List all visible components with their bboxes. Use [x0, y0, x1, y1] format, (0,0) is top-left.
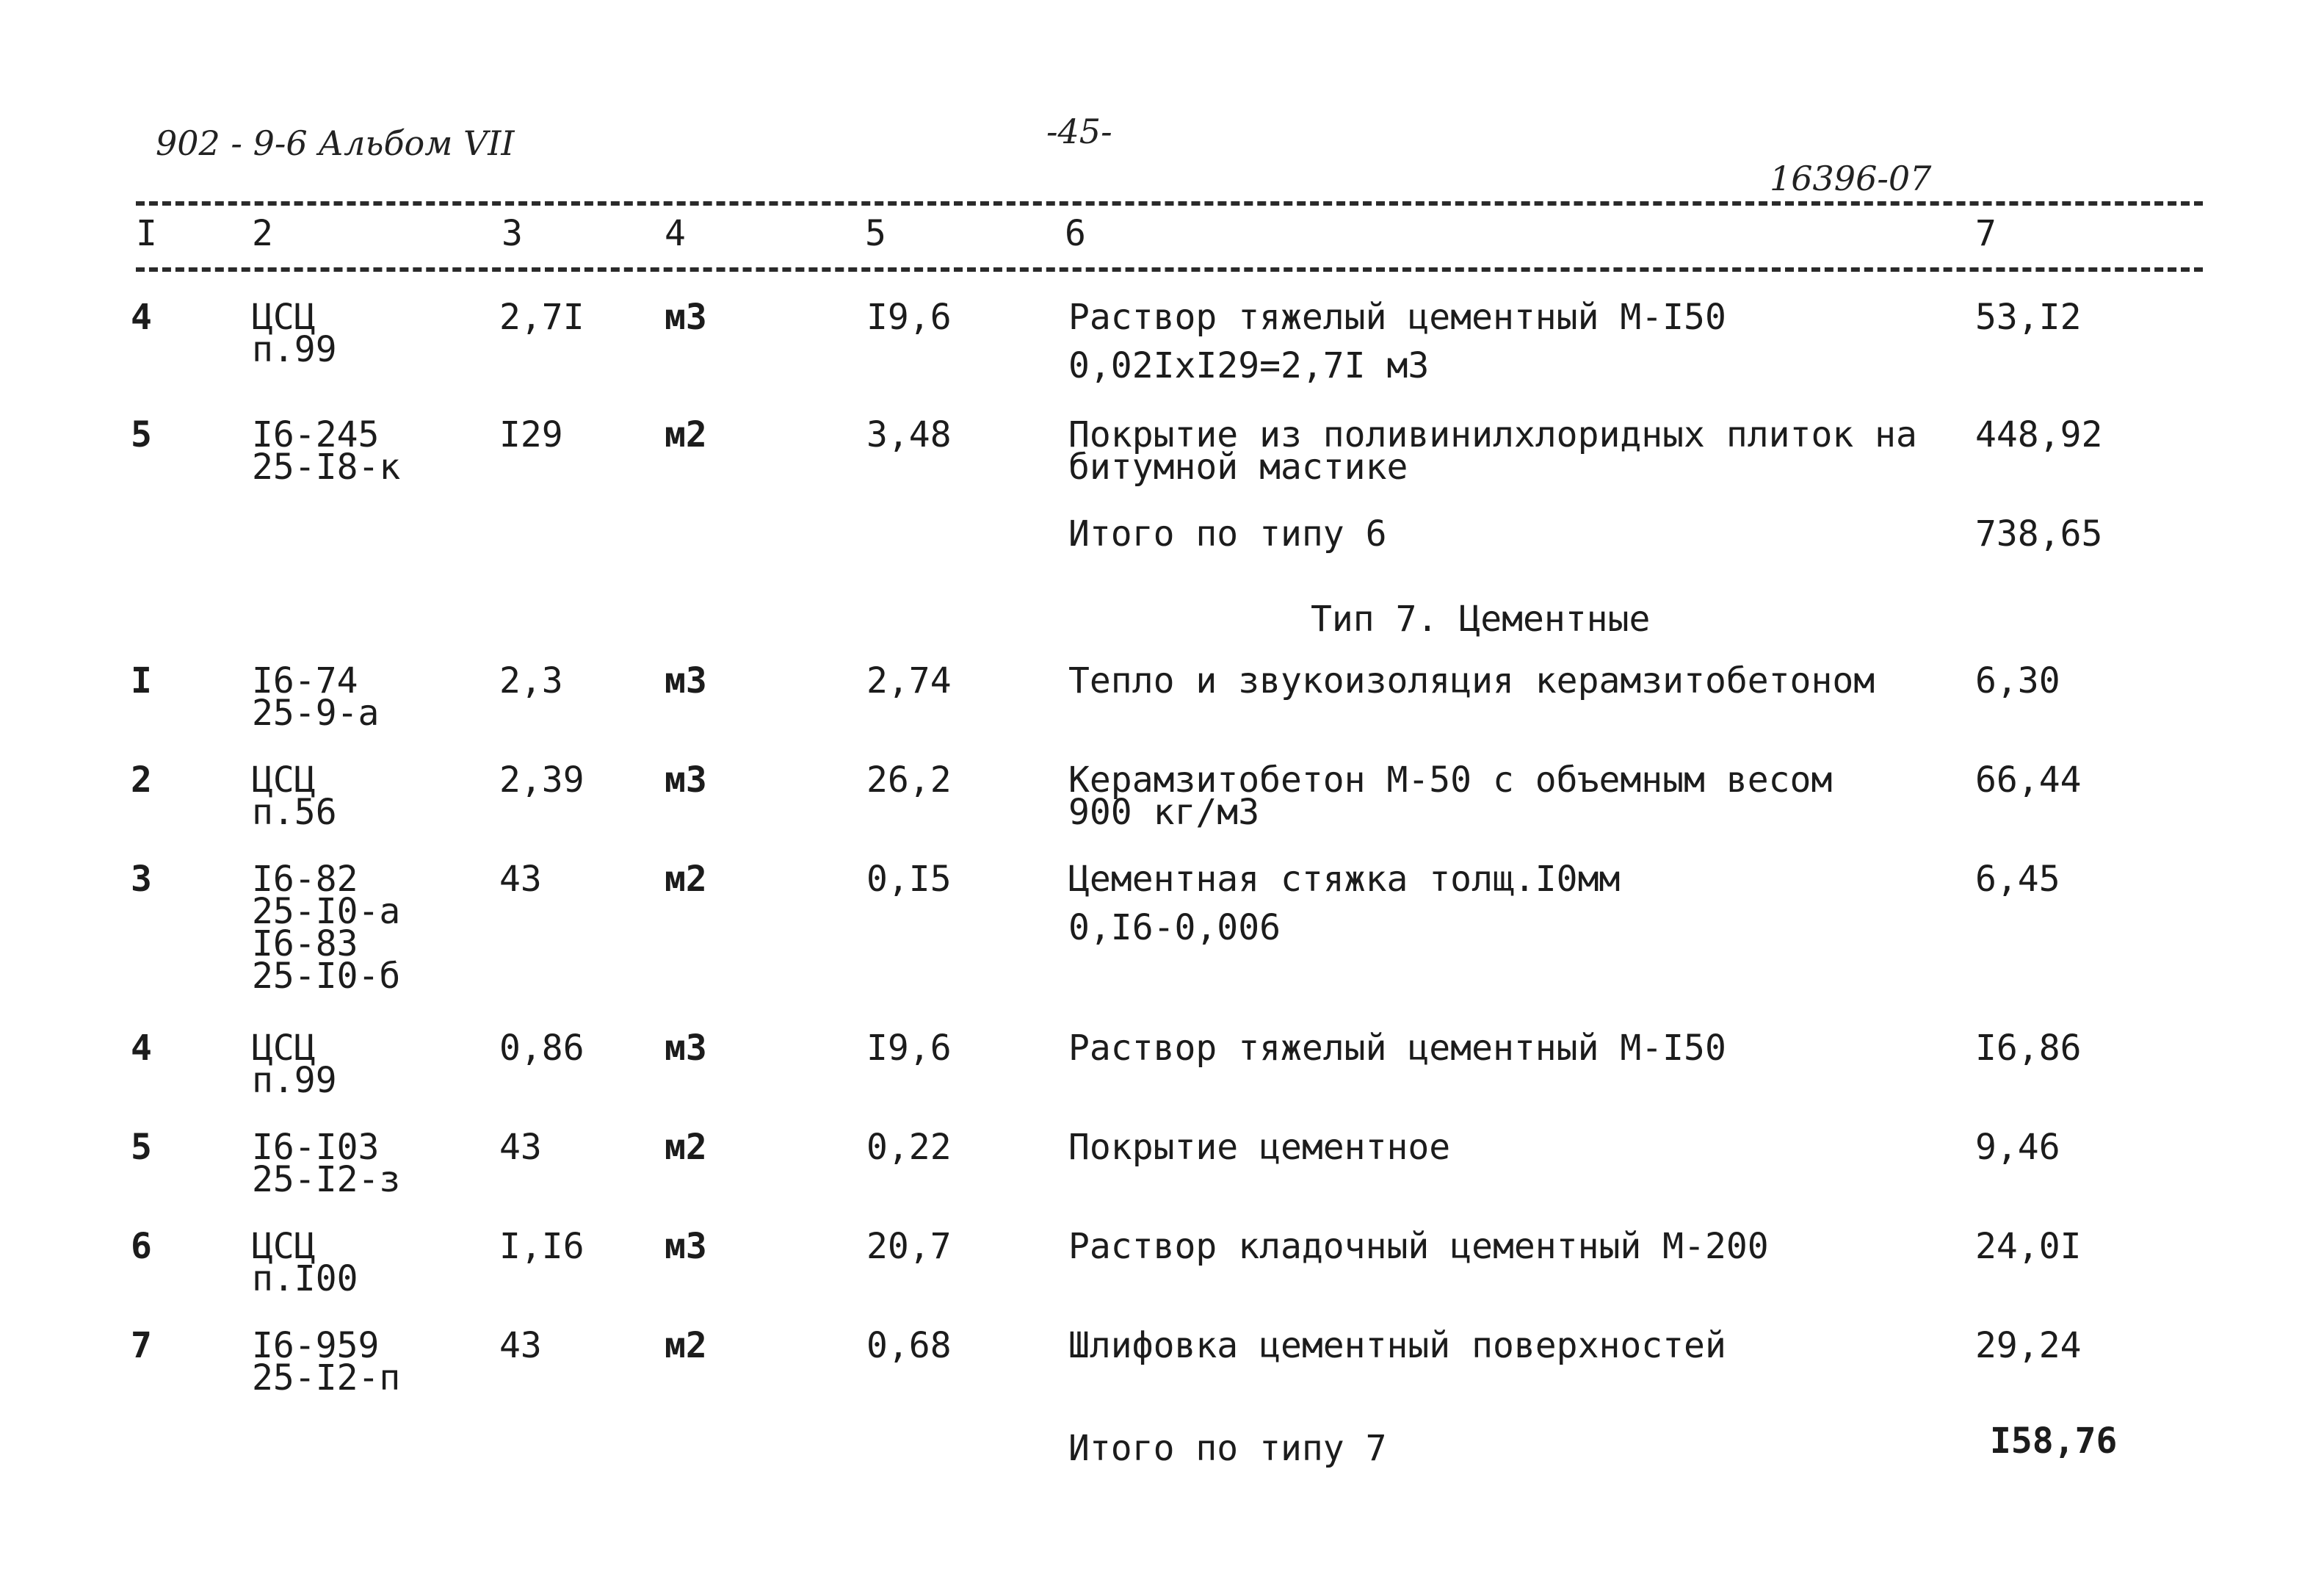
- header-rule-top: [136, 201, 2203, 206]
- work-description: [1068, 1226, 1769, 1267]
- quantity: 2,39: [499, 759, 584, 801]
- row-number: 4: [131, 297, 152, 338]
- row-total: I6,86: [1975, 1028, 2082, 1069]
- col-header-7: 7: [1975, 213, 1997, 254]
- page-number: -45-: [1046, 112, 1112, 151]
- description-line: Цементная стяжка толщ.I0мм: [1068, 859, 1621, 900]
- quantity: 43: [499, 1127, 542, 1168]
- col-header-2: 2: [252, 213, 273, 254]
- row-number: 6: [131, 1226, 152, 1267]
- subtotal-type-7-label: Итого по типу 7: [1068, 1428, 1387, 1469]
- description-calculation: 0,02IxI29=2,7I м3: [1068, 345, 1430, 386]
- unit-price: I9,6: [866, 297, 952, 338]
- norm-code-line: I6-74: [252, 660, 358, 701]
- work-description: [1068, 759, 1833, 833]
- work-description: [1068, 414, 1917, 488]
- album-reference: 902 - 9-6 Альбом VII: [156, 123, 515, 163]
- work-description: [1068, 859, 1621, 948]
- description-line: Покрытие из поливинилхлоридных плиток на: [1068, 414, 1917, 455]
- unit: м3: [665, 297, 707, 338]
- norm-code-line: I6-245: [252, 414, 380, 455]
- description-line: Раствор тяжелый цементный М-I50: [1068, 297, 1726, 338]
- quantity: 43: [499, 1325, 542, 1366]
- description-line: Тепло и звукоизоляция керамзитобетоном: [1068, 660, 1875, 701]
- unit-price: 0,I5: [866, 859, 952, 900]
- row-number: 7: [131, 1325, 152, 1366]
- norm-code-line: 25-I8-к: [252, 447, 401, 488]
- description-line: Шлифовка цементный поверхностей: [1068, 1325, 1726, 1366]
- unit: м3: [665, 660, 707, 701]
- row-total: 9,46: [1975, 1127, 2060, 1168]
- work-description: [1068, 1325, 1726, 1366]
- unit: м2: [665, 414, 707, 455]
- header-rule-bottom: [136, 267, 2203, 272]
- quantity: I29: [499, 414, 563, 455]
- quantity: 2,3: [499, 660, 563, 701]
- unit: м3: [665, 1028, 707, 1069]
- description-line: 900 кг/м3: [1068, 792, 1260, 833]
- row-number: 5: [131, 1127, 152, 1168]
- row-number: 4: [131, 1028, 152, 1069]
- norm-code-line: 25-I0-а: [252, 891, 401, 932]
- norm-code-line: I6-959: [252, 1325, 380, 1366]
- row-number: I: [131, 660, 152, 701]
- row-total: 24,0I: [1975, 1226, 2082, 1267]
- unit: м2: [665, 859, 707, 900]
- subtotal-type-6-value: 738,65: [1975, 513, 2103, 555]
- work-description: [1068, 660, 1875, 701]
- unit: м3: [665, 759, 707, 801]
- row-total: 66,44: [1975, 759, 2082, 801]
- col-header-6: 6: [1065, 213, 1086, 254]
- norm-code-line: п.I00: [252, 1258, 358, 1299]
- unit-price: 0,68: [866, 1325, 952, 1366]
- description-calculation: 0,I6-0,006: [1068, 907, 1281, 948]
- row-total: 29,24: [1975, 1325, 2082, 1366]
- norm-code-line: I6-82: [252, 859, 358, 900]
- unit-price: 3,48: [866, 414, 952, 455]
- unit-price: I9,6: [866, 1028, 952, 1069]
- section-title: Тип 7. Цементные: [1311, 599, 1651, 640]
- description-line: Раствор тяжелый цементный М-I50: [1068, 1028, 1726, 1069]
- description-line: Покрытие цементное: [1068, 1127, 1451, 1168]
- work-description: [1068, 1028, 1726, 1069]
- unit: м2: [665, 1127, 707, 1168]
- row-total: 448,92: [1975, 414, 2103, 455]
- quantity: 43: [499, 859, 542, 900]
- subtotal-type-7-value: I58,76: [1990, 1421, 2118, 1462]
- row-total: 6,30: [1975, 660, 2060, 701]
- norm-code-line: п.56: [252, 792, 337, 833]
- description-line: Раствор кладочный цементный М-200: [1068, 1226, 1769, 1267]
- col-header-1: I: [136, 213, 157, 254]
- norm-code-line: 25-I2-з: [252, 1159, 401, 1200]
- subtotal-type-6-label: Итого по типу 6: [1068, 513, 1387, 555]
- norm-code-line: I6-I03: [252, 1127, 380, 1168]
- norm-code-line: ЦСЦ: [252, 1028, 316, 1069]
- norm-code-line: 25-I0-б: [252, 956, 401, 997]
- quantity: I,I6: [499, 1226, 584, 1267]
- col-header-4: 4: [665, 213, 686, 254]
- quantity: 2,7I: [499, 297, 584, 338]
- row-number: 2: [131, 759, 152, 801]
- norm-code-line: п.99: [252, 329, 337, 370]
- document-code: 16396-07: [1770, 159, 1932, 198]
- norm-code-line: 25-I2-п: [252, 1357, 401, 1398]
- row-total: 6,45: [1975, 859, 2060, 900]
- work-description: [1068, 1127, 1451, 1168]
- description-line: Керамзитобетон М-50 с объемным весом: [1068, 759, 1833, 801]
- row-number: 3: [131, 859, 152, 900]
- unit-price: 2,74: [866, 660, 952, 701]
- row-total: 53,I2: [1975, 297, 2082, 338]
- norm-code-line: ЦСЦ: [252, 759, 316, 801]
- unit: м2: [665, 1325, 707, 1366]
- row-number: 5: [131, 414, 152, 455]
- col-header-5: 5: [865, 213, 886, 254]
- unit: м3: [665, 1226, 707, 1267]
- unit-price: 26,2: [866, 759, 952, 801]
- norm-code-line: ЦСЦ: [252, 297, 316, 338]
- description-line: битумной мастике: [1068, 447, 1408, 488]
- unit-price: 20,7: [866, 1226, 952, 1267]
- norm-code-line: 25-9-а: [252, 693, 380, 734]
- norm-code-line: ЦСЦ: [252, 1226, 316, 1267]
- norm-code-line: I6-83: [252, 923, 358, 964]
- work-description: [1068, 297, 1726, 386]
- norm-code-line: п.99: [252, 1060, 337, 1101]
- unit-price: 0,22: [866, 1127, 952, 1168]
- col-header-3: 3: [502, 213, 523, 254]
- quantity: 0,86: [499, 1028, 584, 1069]
